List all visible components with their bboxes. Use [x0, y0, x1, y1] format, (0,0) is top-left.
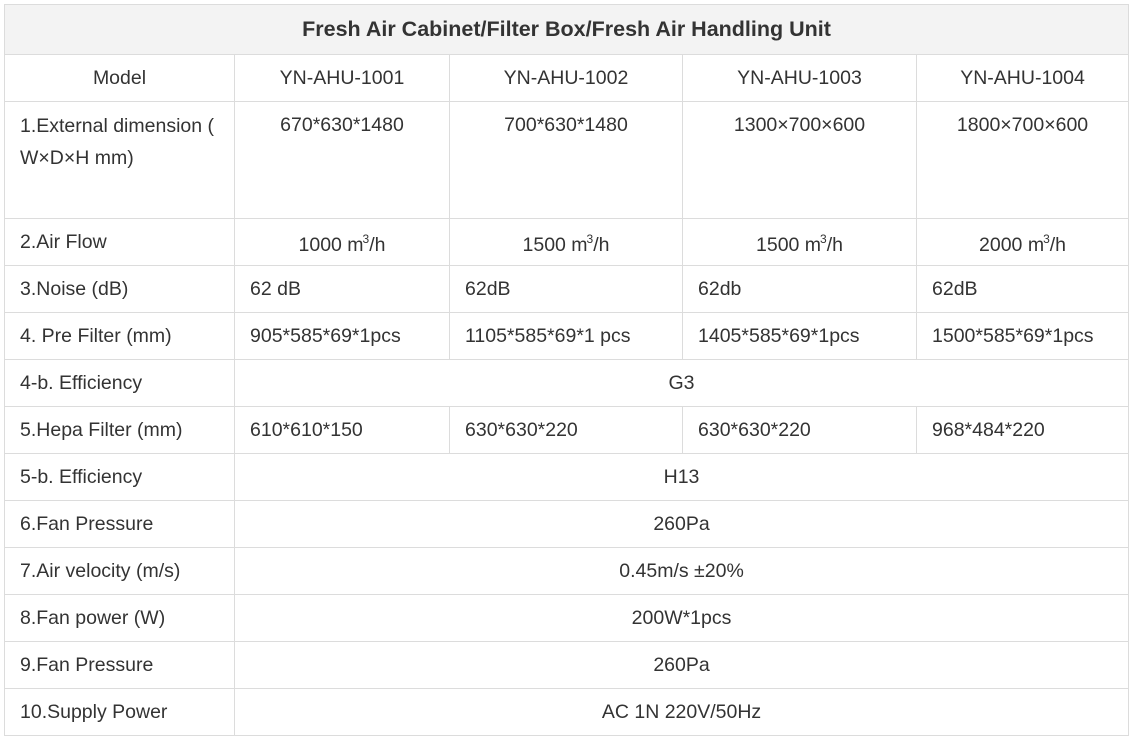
row-label-pre-efficiency: 4-b. Efficiency — [5, 360, 235, 407]
row-label-hepa-efficiency: 5-b. Efficiency — [5, 454, 235, 501]
noise-cell-3: 62db — [683, 266, 917, 313]
hepa-filter-cell-4: 968*484*220 — [917, 407, 1129, 454]
external-cell-1: 670*630*1480 — [235, 102, 450, 219]
pre-efficiency-value: G3 — [235, 360, 1129, 407]
air-flow-cell-1: 1000 $m^3/h$ — [235, 219, 450, 266]
spec-table-container — [4, 4, 1128, 736]
table-row-fan-power — [5, 595, 1129, 642]
air-flow-cell-2: 1500 $m^3/h$ — [450, 219, 683, 266]
fan-power-value: 200W*1pcs — [235, 595, 1129, 642]
table-row-air-velocity — [5, 548, 1129, 595]
fan-pressure-value: 260Pa — [235, 501, 1129, 548]
external-cell-2: 700*630*1480 — [450, 102, 683, 219]
row-label-external-dimension: 1.External dimension ( W×D×H mm) — [5, 102, 235, 219]
row-label-air-velocity: 7.Air velocity (m/s) — [5, 548, 235, 595]
pre-filter-cell-1: 905*585*69*1pcs — [235, 313, 450, 360]
hepa-filter-cell-3: 630*630*220 — [683, 407, 917, 454]
row-label-air-flow: 2.Air Flow — [5, 219, 235, 266]
table-row-pre-efficiency — [5, 360, 1129, 407]
row-label-model: Model — [5, 55, 235, 102]
row-label-fan-pressure-2: 9.Fan Pressure — [5, 642, 235, 689]
table-row-fan-pressure-2 — [5, 642, 1129, 689]
hepa-filter-cell-1: 610*610*150 — [235, 407, 450, 454]
table-row-external-dimension — [5, 102, 1129, 219]
air-flow-cell-4: 2000 $m^3/h$ — [917, 219, 1129, 266]
fan-pressure-2-value: 260Pa — [235, 642, 1129, 689]
pre-filter-cell-2: 1105*585*69*1 pcs — [450, 313, 683, 360]
row-label-hepa-filter: 5.Hepa Filter (mm) — [5, 407, 235, 454]
air-flow-cell-3: 1500 $m^3/h$ — [683, 219, 917, 266]
hepa-efficiency-value: H13 — [235, 454, 1129, 501]
table-row-hepa-filter — [5, 407, 1129, 454]
external-cell-3: 1300×700×600 — [683, 102, 917, 219]
model-cell-4: YN-AHU-1004 — [917, 55, 1129, 102]
table-row-pre-filter — [5, 313, 1129, 360]
pre-filter-cell-4: 1500*585*69*1pcs — [917, 313, 1129, 360]
table-row-noise — [5, 266, 1129, 313]
air-velocity-value: 0.45m/s ±20% — [235, 548, 1129, 595]
row-label-supply-power: 10.Supply Power — [5, 689, 235, 736]
row-label-pre-filter: 4. Pre Filter (mm) — [5, 313, 235, 360]
table-title: Fresh Air Cabinet/Filter Box/Fresh Air Handling Unit — [5, 5, 1129, 55]
row-label-fan-power: 8.Fan power (W) — [5, 595, 235, 642]
noise-cell-2: 62dB — [450, 266, 683, 313]
model-cell-3: YN-AHU-1003 — [683, 55, 917, 102]
table-row-hepa-efficiency — [5, 454, 1129, 501]
supply-power-value: AC 1N 220V/50Hz — [235, 689, 1129, 736]
noise-cell-1: 62 dB — [235, 266, 450, 313]
model-cell-1: YN-AHU-1001 — [235, 55, 450, 102]
model-cell-2: YN-AHU-1002 — [450, 55, 683, 102]
spec-table — [4, 4, 1129, 736]
noise-cell-4: 62dB — [917, 266, 1129, 313]
hepa-filter-cell-2: 630*630*220 — [450, 407, 683, 454]
table-row-fan-pressure — [5, 501, 1129, 548]
table-row-air-flow — [5, 219, 1129, 266]
table-row-model — [5, 55, 1129, 102]
row-label-noise: 3.Noise (dB) — [5, 266, 235, 313]
pre-filter-cell-3: 1405*585*69*1pcs — [683, 313, 917, 360]
external-cell-4: 1800×700×600 — [917, 102, 1129, 219]
row-label-fan-pressure: 6.Fan Pressure — [5, 501, 235, 548]
table-row-supply-power — [5, 689, 1129, 736]
